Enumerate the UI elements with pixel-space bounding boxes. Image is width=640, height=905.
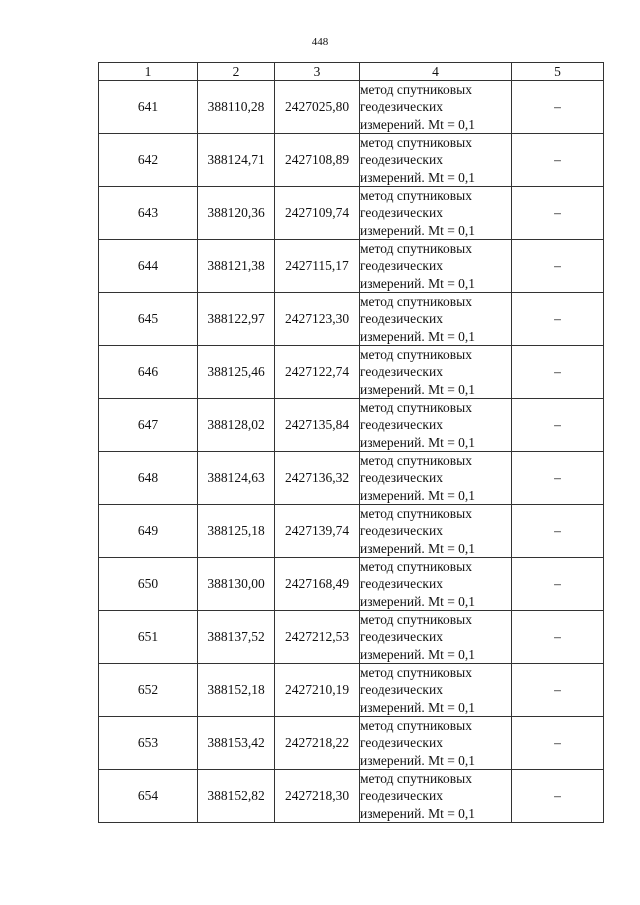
- note-cell: [512, 81, 604, 134]
- method-text-line: геодезических: [360, 99, 443, 115]
- point-number-cell: 654: [99, 770, 198, 823]
- x-coordinate-cell: 388122,97: [198, 293, 275, 346]
- method-text-line: измерений. Mt = 0,1: [360, 699, 476, 715]
- method-text-line: геодезических: [360, 523, 443, 539]
- method-cell: [360, 770, 512, 823]
- note-dash: –: [554, 205, 561, 220]
- note-cell: [512, 293, 604, 346]
- point-number-cell: 650: [99, 558, 198, 611]
- y-coordinate-cell: 2427115,17: [275, 240, 360, 293]
- method-text-line: геодезических: [360, 417, 443, 433]
- method-text-line: измерений. Mt = 0,1: [360, 646, 476, 662]
- note-dash: –: [554, 311, 561, 326]
- table-row: [99, 717, 604, 770]
- table-row: [99, 452, 604, 505]
- method-text-line: геодезических: [360, 364, 443, 380]
- method-text-line: измерений. Mt = 0,1: [360, 752, 476, 768]
- y-coordinate-cell: 2427122,74: [275, 346, 360, 399]
- x-coordinate-cell: 388130,00: [198, 558, 275, 611]
- table-row: [99, 611, 604, 664]
- point-number-cell: 653: [99, 717, 198, 770]
- note-cell: [512, 240, 604, 293]
- method-text-line: метод спутниковых: [360, 453, 472, 469]
- point-number-cell: 646: [99, 346, 198, 399]
- method-text-line: измерений. Mt = 0,1: [360, 222, 476, 238]
- table-header-row: [99, 63, 604, 81]
- note-dash: –: [554, 470, 561, 485]
- x-coordinate-cell: 388121,38: [198, 240, 275, 293]
- x-coordinate-cell: 388137,52: [198, 611, 275, 664]
- method-text-line: измерений. Mt = 0,1: [360, 434, 476, 450]
- y-coordinate-cell: 2427218,30: [275, 770, 360, 823]
- point-number-cell: 647: [99, 399, 198, 452]
- method-text-line: метод спутниковых: [360, 400, 472, 416]
- method-text-line: измерений. Mt = 0,1: [360, 487, 476, 503]
- method-cell: [360, 187, 512, 240]
- note-dash: –: [554, 99, 561, 114]
- method-text-line: измерений. Mt = 0,1: [360, 805, 476, 821]
- x-coordinate-cell: 388110,28: [198, 81, 275, 134]
- method-text-line: метод спутниковых: [360, 559, 472, 575]
- point-number-cell: 648: [99, 452, 198, 505]
- method-text-line: измерений. Mt = 0,1: [360, 540, 476, 556]
- method-text-line: геодезических: [360, 735, 443, 751]
- method-cell: [360, 293, 512, 346]
- point-number-cell: 645: [99, 293, 198, 346]
- header-col-5: 5: [512, 63, 604, 81]
- note-dash: –: [554, 152, 561, 167]
- method-text-line: метод спутниковых: [360, 665, 472, 681]
- method-text-line: метод спутниковых: [360, 82, 472, 98]
- y-coordinate-cell: 2427212,53: [275, 611, 360, 664]
- x-coordinate-cell: 388125,46: [198, 346, 275, 399]
- y-coordinate-cell: 2427168,49: [275, 558, 360, 611]
- method-cell: [360, 134, 512, 187]
- point-number-cell: 651: [99, 611, 198, 664]
- page-number: 448: [311, 36, 329, 48]
- table-row: [99, 770, 604, 823]
- table-row: [99, 81, 604, 134]
- table-row: [99, 240, 604, 293]
- method-cell: [360, 505, 512, 558]
- y-coordinate-cell: 2427139,74: [275, 505, 360, 558]
- method-text-line: измерений. Mt = 0,1: [360, 381, 476, 397]
- note-dash: –: [554, 364, 561, 379]
- note-cell: [512, 664, 604, 717]
- note-cell: [512, 452, 604, 505]
- header-col-4: 4: [360, 63, 512, 81]
- method-text-line: геодезических: [360, 788, 443, 804]
- point-number-cell: 642: [99, 134, 198, 187]
- table-row: [99, 134, 604, 187]
- note-cell: [512, 346, 604, 399]
- method-text-line: метод спутниковых: [360, 188, 472, 204]
- method-text-line: измерений. Mt = 0,1: [360, 116, 476, 132]
- method-text-line: метод спутниковых: [360, 241, 472, 257]
- method-cell: [360, 664, 512, 717]
- method-cell: [360, 346, 512, 399]
- method-text-line: геодезических: [360, 152, 443, 168]
- y-coordinate-cell: 2427108,89: [275, 134, 360, 187]
- table-row: [99, 187, 604, 240]
- x-coordinate-cell: 388152,82: [198, 770, 275, 823]
- method-text-line: геодезических: [360, 205, 443, 221]
- method-text-line: геодезических: [360, 576, 443, 592]
- y-coordinate-cell: 2427136,32: [275, 452, 360, 505]
- note-cell: [512, 611, 604, 664]
- method-text-line: геодезических: [360, 311, 443, 327]
- note-dash: –: [554, 735, 561, 750]
- header-col-2: 2: [198, 63, 275, 81]
- method-text-line: измерений. Mt = 0,1: [360, 169, 476, 185]
- note-cell: [512, 134, 604, 187]
- table-row: [99, 664, 604, 717]
- method-text-line: метод спутниковых: [360, 612, 472, 628]
- x-coordinate-cell: 388152,18: [198, 664, 275, 717]
- method-text-line: геодезических: [360, 682, 443, 698]
- method-text-line: геодезических: [360, 258, 443, 274]
- header-col-3: 3: [275, 63, 360, 81]
- method-cell: [360, 399, 512, 452]
- note-dash: –: [554, 258, 561, 273]
- x-coordinate-cell: 388124,71: [198, 134, 275, 187]
- method-cell: [360, 611, 512, 664]
- method-cell: [360, 717, 512, 770]
- table-row: [99, 346, 604, 399]
- coordinates-table: [98, 62, 604, 823]
- table-row: [99, 399, 604, 452]
- note-cell: [512, 187, 604, 240]
- note-cell: [512, 399, 604, 452]
- method-cell: [360, 240, 512, 293]
- point-number-cell: 649: [99, 505, 198, 558]
- method-text-line: геодезических: [360, 470, 443, 486]
- x-coordinate-cell: 388128,02: [198, 399, 275, 452]
- x-coordinate-cell: 388153,42: [198, 717, 275, 770]
- point-number-cell: 643: [99, 187, 198, 240]
- method-text-line: метод спутниковых: [360, 771, 472, 787]
- table-row: [99, 558, 604, 611]
- y-coordinate-cell: 2427109,74: [275, 187, 360, 240]
- table-row: [99, 505, 604, 558]
- method-text-line: измерений. Mt = 0,1: [360, 593, 476, 609]
- method-text-line: метод спутниковых: [360, 718, 472, 734]
- y-coordinate-cell: 2427135,84: [275, 399, 360, 452]
- table-row: [99, 293, 604, 346]
- point-number-cell: 641: [99, 81, 198, 134]
- y-coordinate-cell: 2427210,19: [275, 664, 360, 717]
- method-text-line: измерений. Mt = 0,1: [360, 275, 476, 291]
- method-cell: [360, 452, 512, 505]
- note-dash: –: [554, 682, 561, 697]
- note-dash: –: [554, 788, 561, 803]
- x-coordinate-cell: 388124,63: [198, 452, 275, 505]
- note-dash: –: [554, 629, 561, 644]
- method-text-line: измерений. Mt = 0,1: [360, 328, 476, 344]
- method-cell: [360, 558, 512, 611]
- note-dash: –: [554, 523, 561, 538]
- point-number-cell: 652: [99, 664, 198, 717]
- y-coordinate-cell: 2427123,30: [275, 293, 360, 346]
- note-dash: –: [554, 576, 561, 591]
- y-coordinate-cell: 2427025,80: [275, 81, 360, 134]
- method-cell: [360, 81, 512, 134]
- method-text-line: метод спутниковых: [360, 294, 472, 310]
- method-text-line: геодезических: [360, 629, 443, 645]
- method-text-line: метод спутниковых: [360, 506, 472, 522]
- x-coordinate-cell: 388120,36: [198, 187, 275, 240]
- y-coordinate-cell: 2427218,22: [275, 717, 360, 770]
- point-number-cell: 644: [99, 240, 198, 293]
- method-text-line: метод спутниковых: [360, 135, 472, 151]
- x-coordinate-cell: 388125,18: [198, 505, 275, 558]
- note-cell: [512, 717, 604, 770]
- note-cell: [512, 558, 604, 611]
- note-cell: [512, 770, 604, 823]
- header-col-1: 1: [99, 63, 198, 81]
- note-dash: –: [554, 417, 561, 432]
- method-text-line: метод спутниковых: [360, 347, 472, 363]
- note-cell: [512, 505, 604, 558]
